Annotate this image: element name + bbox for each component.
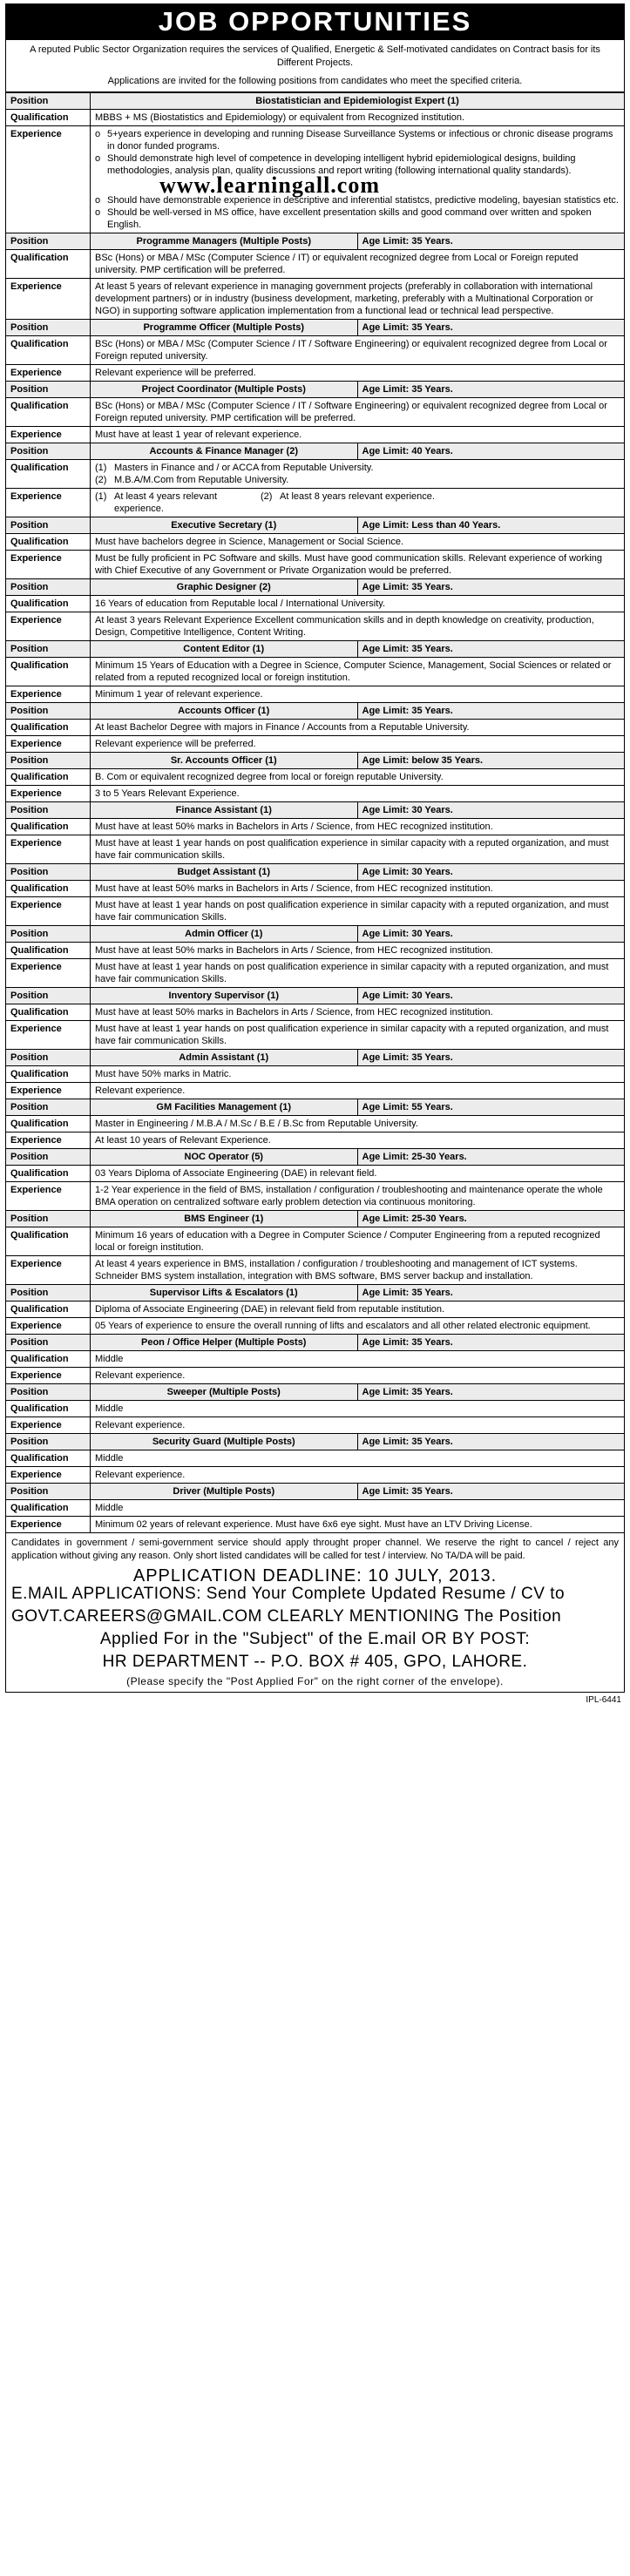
age-limit: Age Limit: 35 Years.	[357, 1434, 625, 1450]
jobs-table	[5, 92, 625, 1533]
postal-address: HR DEPARTMENT -- P.O. BOX # 405, GPO, LAHORE.	[102, 1653, 528, 1671]
position-label: Position	[6, 579, 91, 596]
experience-row	[6, 897, 625, 926]
age-limit: Age Limit: 30 Years.	[357, 926, 625, 943]
position-row	[6, 864, 625, 881]
position-label: Position	[6, 988, 91, 1004]
page-title: JOB OPPORTUNITIES	[5, 3, 625, 40]
qualification-text: BSc (Hons) or MBA / MSc (Computer Science / IT / Software Engineering) or equivalent recognized degree from Local or Foreign reputed university. PMP certification will be preferred.	[91, 398, 625, 427]
reference-code: IPL-6441	[586, 1695, 621, 1705]
experience-item	[95, 206, 620, 231]
qualification-text: Must have 50% marks in Matric.	[91, 1066, 625, 1083]
experience-option-row	[261, 490, 435, 503]
position-title: Biostatistician and Epidemiologist Expert (1)	[91, 93, 625, 110]
experience-label: Experience	[6, 612, 91, 641]
qualification-row	[6, 1004, 625, 1021]
position-row	[6, 517, 625, 534]
experience-text	[91, 126, 625, 233]
age-limit: Age Limit: 35 Years.	[357, 703, 625, 720]
bullet-icon: o	[95, 207, 101, 218]
position-row	[6, 802, 625, 819]
position-row	[6, 1099, 625, 1116]
position-title: Admin Assistant (1)	[91, 1050, 358, 1066]
qualification-label: Qualification	[6, 596, 91, 612]
experience-text: At least 10 years of Relevant Experience.	[91, 1132, 625, 1149]
experience-label: Experience	[6, 365, 91, 382]
position-title: BMS Engineer (1)	[91, 1211, 358, 1227]
experience-row	[6, 786, 625, 802]
position-row	[6, 1335, 625, 1351]
position-row	[6, 1484, 625, 1500]
qualification-label: Qualification	[6, 1351, 91, 1368]
experience-label: Experience	[6, 959, 91, 988]
item-text: At least 4 years relevant experience.	[114, 491, 218, 514]
experience-label: Experience	[6, 736, 91, 753]
position-label: Position	[6, 517, 91, 534]
experience-label: Experience	[6, 1467, 91, 1484]
position-title: NOC Operator (5)	[91, 1149, 358, 1166]
qualification-text: Master in Engineering / M.B.A / M.Sc / B.E / B.Sc from Reputable University.	[91, 1116, 625, 1132]
experience-text: At least 4 years experience in BMS, installation / configuration / troubleshooting and management of ICT systems. Schneider BMS system installation, integration with BMS software, BMS server backup and installation.	[91, 1256, 625, 1285]
experience-label: Experience	[6, 126, 91, 233]
experience-label: Experience	[6, 279, 91, 320]
position-title: Content Editor (1)	[91, 641, 358, 658]
position-title: Budget Assistant (1)	[91, 864, 358, 881]
experience-text: Minimum 1 year of relevant experience.	[91, 686, 625, 703]
position-title: Programme Officer (Multiple Posts)	[91, 320, 358, 336]
age-limit: Age Limit: 35 Years.	[357, 1484, 625, 1500]
qualification-label: Qualification	[6, 819, 91, 835]
age-limit: Age Limit: 35 Years.	[357, 1335, 625, 1351]
qualification-row	[6, 819, 625, 835]
position-label: Position	[6, 1434, 91, 1450]
position-row	[6, 443, 625, 460]
age-limit: Age Limit: 55 Years.	[357, 1099, 625, 1116]
intro-block	[5, 40, 625, 92]
experience-text: Relevant experience.	[91, 1467, 625, 1484]
envelope-note: (Please specify the "Post Applied For" on the right corner of the envelope).	[126, 1675, 504, 1687]
qualification-row	[6, 1302, 625, 1318]
experience-item-text: 5+years experience in developing and running Disease Surveillance Systems or infectious or chronic disease programs in donor funded programs.	[107, 129, 613, 152]
position-row	[6, 382, 625, 398]
experience-row	[6, 1318, 625, 1335]
application-deadline: APPLICATION DEADLINE: 10 JULY, 2013.	[132, 1566, 498, 1585]
position-label: Position	[6, 864, 91, 881]
experience-row	[6, 1021, 625, 1050]
experience-label: Experience	[6, 551, 91, 579]
position-title: Accounts & Finance Manager (2)	[91, 443, 358, 460]
experience-row	[6, 427, 625, 443]
position-title: Project Coordinator (Multiple Posts)	[91, 382, 358, 398]
qualification-row	[6, 110, 625, 126]
age-limit: Age Limit: 25-30 Years.	[357, 1149, 625, 1166]
qualification-text: Middle	[91, 1450, 625, 1467]
position-label: Position	[6, 382, 91, 398]
position-label: Position	[6, 443, 91, 460]
qualification-text: Middle	[91, 1401, 625, 1417]
qualification-label: Qualification	[6, 1500, 91, 1517]
experience-row	[6, 279, 625, 320]
experience-row	[6, 1417, 625, 1434]
qualification-text: Minimum 15 Years of Education with a Degree in Science, Computer Science, Management, Social Sciences or related or related from a reputed recognized local or foreign institution.	[91, 658, 625, 686]
qualification-label: Qualification	[6, 336, 91, 365]
position-row	[6, 1149, 625, 1166]
experience-text: Relevant experience will be preferred.	[91, 365, 625, 382]
experience-row	[6, 551, 625, 579]
position-row	[6, 233, 625, 250]
position-row	[6, 926, 625, 943]
position-row	[6, 1211, 625, 1227]
experience-row	[6, 1182, 625, 1211]
invite-text: Applications are invited for the following positions from candidates who meet the specified criteria.	[107, 76, 523, 86]
qualification-row	[6, 1401, 625, 1417]
qualification-row	[6, 596, 625, 612]
qualification-row	[6, 398, 625, 427]
experience-text	[91, 489, 625, 517]
qualification-text	[91, 460, 625, 489]
qualification-row	[6, 1166, 625, 1182]
experience-label: Experience	[6, 1182, 91, 1211]
position-row	[6, 1285, 625, 1302]
item-text: M.B.A/M.Com from Reputable University.	[114, 475, 289, 485]
age-limit: Age Limit: 35 Years.	[357, 579, 625, 596]
experience-label: Experience	[6, 1256, 91, 1285]
age-limit: Age Limit: 30 Years.	[357, 988, 625, 1004]
position-label: Position	[6, 753, 91, 769]
experience-text: Relevant experience.	[91, 1083, 625, 1099]
position-label: Position	[6, 926, 91, 943]
position-label: Position	[6, 1484, 91, 1500]
experience-row	[6, 686, 625, 703]
qualification-label: Qualification	[6, 1066, 91, 1083]
experience-label: Experience	[6, 1417, 91, 1434]
item-number: (2)	[261, 491, 273, 502]
position-label: Position	[6, 1211, 91, 1227]
experience-text: 1-2 Year experience in the field of BMS, installation / configuration / troubleshooting and maintenance operate the whole BMA operation on centralized software early problem detection via continuous monitoring.	[91, 1182, 625, 1211]
qualification-label: Qualification	[6, 534, 91, 551]
qualification-label: Qualification	[6, 1166, 91, 1182]
position-title: Finance Assistant (1)	[91, 802, 358, 819]
position-label: Position	[6, 1285, 91, 1302]
qualification-label: Qualification	[6, 460, 91, 489]
age-limit: Age Limit: 35 Years.	[357, 382, 625, 398]
position-label: Position	[6, 1149, 91, 1166]
qualification-item	[95, 462, 620, 474]
bullet-icon: o	[95, 129, 101, 139]
experience-option-row	[95, 490, 261, 515]
position-label: Position	[6, 641, 91, 658]
experience-text: Relevant experience will be preferred.	[91, 736, 625, 753]
age-limit: Age Limit: 40 Years.	[357, 443, 625, 460]
qualification-label: Qualification	[6, 1227, 91, 1256]
experience-text: At least 5 years of relevant experience in managing government projects (preferably in collaboration with international development partners) or in industry (business development, marketing, preferably with a Multinational Corporation or NGO) in supporting software application implementation from a functional lead or technical lead perspective.	[91, 279, 625, 320]
position-title: Driver (Multiple Posts)	[91, 1484, 358, 1500]
item-text: At least 8 years relevant experience.	[280, 491, 435, 502]
qualification-row	[6, 1227, 625, 1256]
experience-item-text: Should have demonstrable experience in descriptive and inferential statistcs, predictive modeling, bayesian statistics etc.	[107, 195, 619, 206]
position-title: Security Guard (Multiple Posts)	[91, 1434, 358, 1450]
experience-label: Experience	[6, 686, 91, 703]
position-title: Peon / Office Helper (Multiple Posts)	[91, 1335, 358, 1351]
experience-label: Experience	[6, 1368, 91, 1384]
age-limit: Age Limit: 35 Years.	[357, 233, 625, 250]
qualification-row	[6, 1351, 625, 1368]
qualification-text: At least Bachelor Degree with majors in Finance / Accounts from a Reputable University.	[91, 720, 625, 736]
qualification-text: Middle	[91, 1351, 625, 1368]
position-label: Position	[6, 1099, 91, 1116]
age-limit: Age Limit: 25-30 Years.	[357, 1211, 625, 1227]
experience-row	[6, 612, 625, 641]
position-label: Position	[6, 1384, 91, 1401]
position-row	[6, 703, 625, 720]
experience-label: Experience	[6, 489, 91, 517]
footer	[5, 1533, 625, 1693]
experience-row	[6, 489, 625, 517]
position-title: GM Facilities Management (1)	[91, 1099, 358, 1116]
qualification-label: Qualification	[6, 658, 91, 686]
position-label: Position	[6, 802, 91, 819]
position-title: Inventory Supervisor (1)	[91, 988, 358, 1004]
experience-text: At least 3 years Relevant Experience Excellent communication skills and in depth knowledge on creativity, production, Design, Competitive Intelligence, Content Writing.	[91, 612, 625, 641]
experience-row	[6, 1467, 625, 1484]
qualification-row	[6, 1116, 625, 1132]
experience-label: Experience	[6, 1021, 91, 1050]
qualification-row	[6, 1066, 625, 1083]
qualification-row	[6, 1500, 625, 1517]
qualification-row	[6, 534, 625, 551]
qualification-text: B. Com or equivalent recognized degree from local or foreign reputable University.	[91, 769, 625, 786]
qualification-row	[6, 769, 625, 786]
experience-row	[6, 736, 625, 753]
qualification-label: Qualification	[6, 1004, 91, 1021]
experience-item-text: Should demonstrate high level of competence in developing intelligent hybrid epidemiological designs, building methodologies, analysis plan, quality discussions and report writing (following international quality standards).	[107, 153, 576, 176]
footer-note: Candidates in government / semi-government service should apply throught proper channel. We reserve the right to cancel / reject any application without giving any reason. Only short listed candidates will be called for test / interview. No TA/DA will be paid.	[11, 1538, 619, 1561]
qualification-label: Qualification	[6, 1116, 91, 1132]
position-row	[6, 1050, 625, 1066]
experience-text: Must have at least 1 year hands on post qualification experience in similar capacity with a reputed organization, and must have fair communication skills.	[91, 835, 625, 864]
qualification-row	[6, 881, 625, 897]
qualification-label: Qualification	[6, 720, 91, 736]
qualification-text: Middle	[91, 1500, 625, 1517]
experience-row	[6, 126, 625, 233]
experience-row	[6, 1368, 625, 1384]
age-limit: Age Limit: 35 Years.	[357, 641, 625, 658]
item-number: (1)	[95, 463, 107, 473]
position-title: Graphic Designer (2)	[91, 579, 358, 596]
experience-label: Experience	[6, 897, 91, 926]
position-row	[6, 988, 625, 1004]
experience-row	[6, 1517, 625, 1533]
position-row	[6, 579, 625, 596]
position-row	[6, 1434, 625, 1450]
experience-list	[95, 128, 620, 231]
bullet-icon: o	[95, 195, 101, 206]
qualification-row	[6, 658, 625, 686]
experience-label: Experience	[6, 1318, 91, 1335]
intro-text: A reputed Public Sector Organization requires the services of Qualified, Energetic & Self-motivated candidates on Contract basis for its Different Projects.	[30, 44, 600, 68]
qualification-label: Qualification	[6, 943, 91, 959]
position-title: Admin Officer (1)	[91, 926, 358, 943]
position-row	[6, 320, 625, 336]
qualification-label: Qualification	[6, 881, 91, 897]
position-label: Position	[6, 1050, 91, 1066]
qualification-row	[6, 250, 625, 279]
job-advertisement	[5, 3, 625, 1705]
qualification-text: Must have bachelors degree in Science, Management or Social Science.	[91, 534, 625, 551]
position-row	[6, 93, 625, 110]
experience-text: 3 to 5 Years Relevant Experience.	[91, 786, 625, 802]
position-label: Position	[6, 233, 91, 250]
experience-text: Must have at least 1 year hands on post qualification experience in similar capacity with a reputed organization, and must have fair communication Skills.	[91, 1021, 625, 1050]
qualification-label: Qualification	[6, 769, 91, 786]
age-limit: Age Limit: 35 Years.	[357, 1285, 625, 1302]
experience-label: Experience	[6, 1517, 91, 1533]
qualification-row	[6, 336, 625, 365]
experience-text: Relevant experience.	[91, 1417, 625, 1434]
qualification-text: Diploma of Associate Engineering (DAE) in relevant field from reputable institution.	[91, 1302, 625, 1318]
age-limit: Age Limit: 30 Years.	[357, 864, 625, 881]
experience-label: Experience	[6, 835, 91, 864]
experience-item	[95, 128, 620, 152]
age-limit: Age Limit: Less than 40 Years.	[357, 517, 625, 534]
age-limit: Age Limit: 35 Years.	[357, 1384, 625, 1401]
qualification-text: 03 Years Diploma of Associate Engineering (DAE) in relevant field.	[91, 1166, 625, 1182]
experience-pair	[95, 490, 620, 515]
age-limit: Age Limit: 35 Years.	[357, 320, 625, 336]
position-title: Programme Managers (Multiple Posts)	[91, 233, 358, 250]
qualification-text: Must have at least 50% marks in Bachelors in Arts / Science, from HEC recognized institution.	[91, 881, 625, 897]
qualification-row	[6, 460, 625, 489]
experience-row	[6, 1083, 625, 1099]
age-limit: Age Limit: 30 Years.	[357, 802, 625, 819]
qualification-text: BSc (Hons) or MBA / MSc (Computer Science / IT / Software Engineering) or equivalent recognized degree from Local or Foreign reputed university.	[91, 336, 625, 365]
experience-item-text: Should be well-versed in MS office, have excellent presentation skills and good command over written and spoken English.	[107, 207, 592, 230]
position-label: Position	[6, 703, 91, 720]
age-limit: Age Limit: 35 Years.	[357, 1050, 625, 1066]
experience-item	[95, 194, 620, 206]
position-title: Sweeper (Multiple Posts)	[91, 1384, 358, 1401]
position-row	[6, 753, 625, 769]
experience-row	[6, 1132, 625, 1149]
experience-text: Must be fully proficient in PC Software and skills. Must have good communication skills. Relevant experience of working with Chief Executive of any Government or Private Organization would be preferred.	[91, 551, 625, 579]
qualification-text: Must have at least 50% marks in Bachelors in Arts / Science, from HEC recognized institution.	[91, 943, 625, 959]
qualification-text: 16 Years of education from Reputable local / International University.	[91, 596, 625, 612]
qualification-label: Qualification	[6, 398, 91, 427]
experience-option	[261, 490, 435, 515]
qualification-item	[95, 474, 620, 486]
experience-label: Experience	[6, 786, 91, 802]
apply-line: E.MAIL APPLICATIONS: Send Your Complete Updated Resume / CV to	[11, 1585, 566, 1603]
position-title: Supervisor Lifts & Escalators (1)	[91, 1285, 358, 1302]
qualification-text: Must have at least 50% marks in Bachelors in Arts / Science, from HEC recognized institution.	[91, 819, 625, 835]
qualification-label: Qualification	[6, 110, 91, 126]
experience-row	[6, 1256, 625, 1285]
qualification-label: Qualification	[6, 1302, 91, 1318]
experience-text: Must have at least 1 year of relevant experience.	[91, 427, 625, 443]
item-text: Masters in Finance and / or ACCA from Reputable University.	[114, 463, 374, 473]
qualification-row	[6, 1450, 625, 1467]
experience-text: Must have at least 1 year hands on post qualification experience in similar capacity with a reputed organization, and must have fair communication Skills.	[91, 959, 625, 988]
position-row	[6, 641, 625, 658]
experience-row	[6, 959, 625, 988]
experience-label: Experience	[6, 1132, 91, 1149]
experience-row	[6, 365, 625, 382]
qualification-label: Qualification	[6, 1450, 91, 1467]
application-instructions	[11, 1583, 619, 1673]
apply-line: Applied For in the "Subject" of the E.mail OR BY POST:	[99, 1630, 531, 1648]
item-number: (1)	[95, 491, 107, 502]
position-row	[6, 1384, 625, 1401]
position-title: Accounts Officer (1)	[91, 703, 358, 720]
experience-text: Must have at least 1 year hands on post qualification experience in similar capacity with a reputed organization, and must have fair communication Skills.	[91, 897, 625, 926]
qualification-text: Minimum 16 years of education with a Degree in Computer Science / Computer Engineering from a reputed recognized local or foreign institution.	[91, 1227, 625, 1256]
experience-label: Experience	[6, 1083, 91, 1099]
qualification-text: MBBS + MS (Biostatistics and Epidemiology) or equivalent from Recognized institution.	[91, 110, 625, 126]
qualification-label: Qualification	[6, 1401, 91, 1417]
item-number: (2)	[95, 475, 107, 485]
bullet-icon: o	[95, 153, 101, 164]
position-title: Executive Secretary (1)	[91, 517, 358, 534]
position-label: Position	[6, 93, 91, 110]
qualification-row	[6, 720, 625, 736]
experience-text: 05 Years of experience to ensure the overall running of lifts and escalators and all other related electronic equipment.	[91, 1318, 625, 1335]
watermark: www.learningall.com	[159, 172, 380, 198]
qualification-label: Qualification	[6, 250, 91, 279]
position-label: Position	[6, 320, 91, 336]
experience-text: Relevant experience.	[91, 1368, 625, 1384]
experience-text: Minimum 02 years of relevant experience. Must have 6x6 eye sight. Must have an LTV Driving License.	[91, 1517, 625, 1533]
experience-option	[95, 490, 261, 515]
experience-row	[6, 835, 625, 864]
apply-line: GOVT.CAREERS@GMAIL.COM CLEARLY MENTIONING The Position	[11, 1607, 562, 1626]
qualification-text: BSc (Hons) or MBA / MSc (Computer Science / IT) or equivalent recognized degree from Local or Foreign reputed university. PMP certification will be preferred.	[91, 250, 625, 279]
position-label: Position	[6, 1335, 91, 1351]
qualification-row	[6, 943, 625, 959]
age-limit: Age Limit: below 35 Years.	[357, 753, 625, 769]
qualification-text: Must have at least 50% marks in Bachelors in Arts / Science, from HEC recognized institution.	[91, 1004, 625, 1021]
position-title: Sr. Accounts Officer (1)	[91, 753, 358, 769]
experience-label: Experience	[6, 427, 91, 443]
